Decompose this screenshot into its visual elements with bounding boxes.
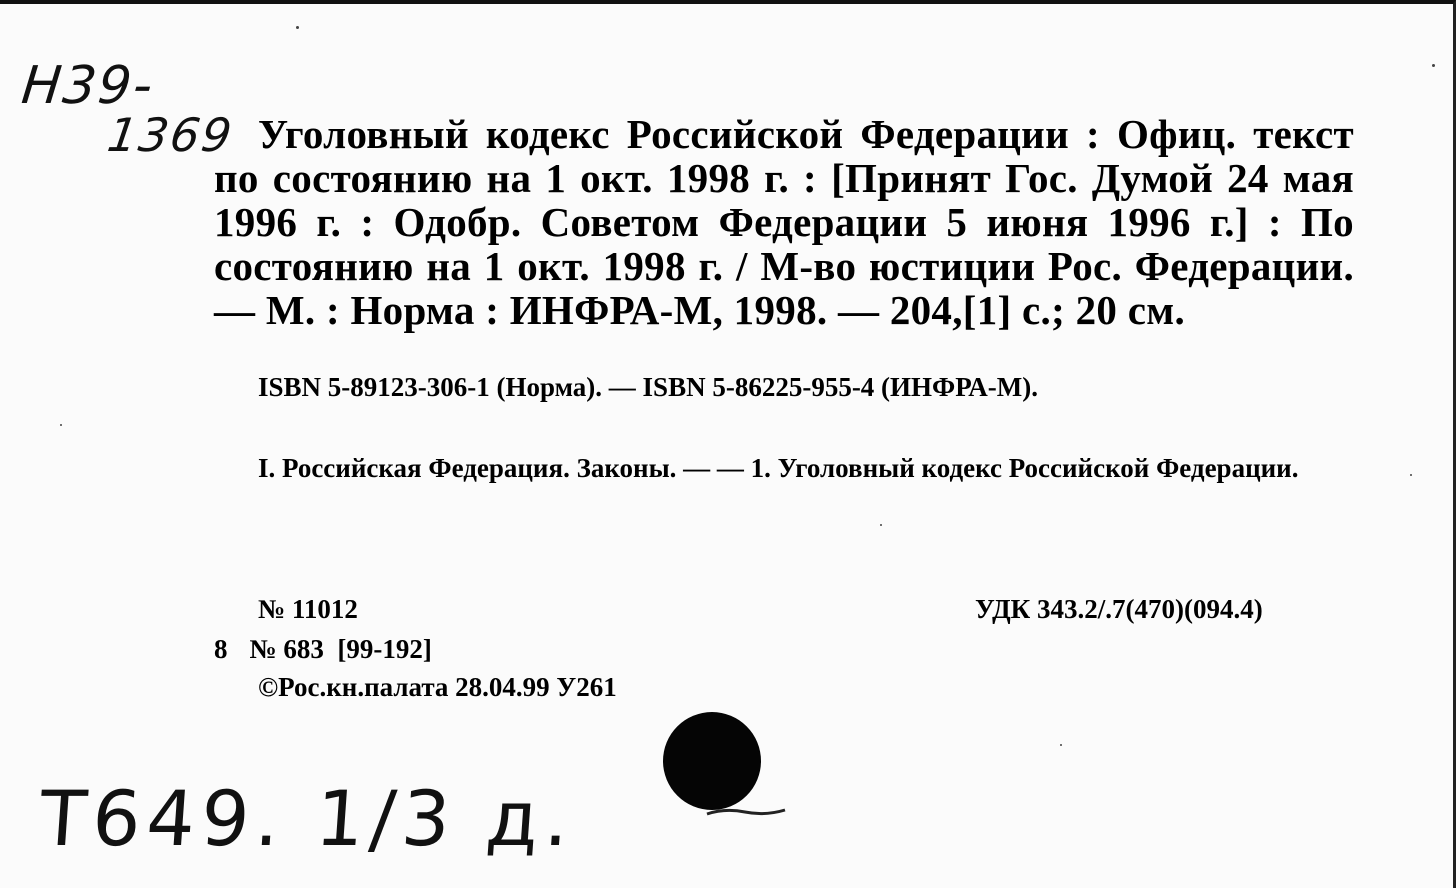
speck [880, 524, 882, 526]
speck [60, 424, 62, 426]
subject-headings [214, 448, 1354, 488]
isbn-line: ISBN 5-89123-306-1 (Норма). — ISBN 5-86225-955-4 (ИНФРА-М). [258, 372, 1038, 402]
card-number: № 11012 [258, 594, 358, 624]
entry-main-text: Уголовный кодекс Российской Федерации : Офиц. текст по состоянию на 1 окт. 1998 г. : [Принят Гос. Думой 24 мая 1996 г. : Одобр. Советом Федерации 5 июня 1996 г.] : По состоянию на 1 окт. 1998 г. / М-во юстиции Рос. Федерации. — М. : Норма : ИНФРА-М, 1998. — 204,[1] с.; 20 см. [214, 111, 1354, 333]
registration-number: № 683 [249, 634, 324, 664]
registration-digit: 8 [214, 634, 228, 664]
speck [1410, 474, 1412, 476]
registration-code: [99-192] [337, 634, 432, 664]
handwritten-shelfmark-top: Н39- [18, 56, 158, 116]
subject-text: I. Российская Федерация. Законы. — — 1. Уголовный кодекс Российской Федерации. [258, 453, 1299, 483]
handwritten-shelfmark-number: 1369 [104, 108, 237, 162]
udk-code: УДК 343.2/.7(470)(094.4) [975, 594, 1263, 624]
speck [296, 26, 299, 29]
bibliographic-entry [214, 112, 1354, 332]
speck [1432, 64, 1435, 67]
ink-smudge [705, 804, 787, 818]
punch-hole [663, 712, 761, 810]
speck [1060, 744, 1062, 746]
copyright-line: ©Рос.кн.палата 28.04.99 У261 [258, 672, 617, 702]
registration-line [214, 634, 432, 665]
handwritten-bottom-note: Т649. 1/3 д. [36, 774, 579, 863]
